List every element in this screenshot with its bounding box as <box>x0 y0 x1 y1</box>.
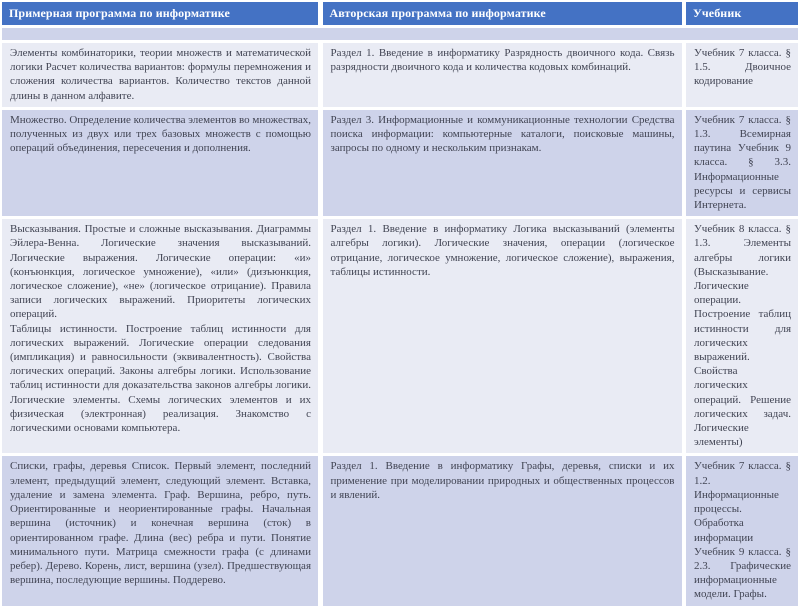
cell-text: Раздел 1. Введение в информатику Разрядность двоичного кода. Связь разрядности двоичного кода и количества кодовых комбинаций. <box>330 47 675 74</box>
cell-text: Раздел 1. Введение в информатику Графы, деревья, списки и их применение при моделировании природных и общественных процессов и явлений. <box>330 460 675 501</box>
header-label-textbook: Учебник <box>693 6 742 20</box>
cell-text: Таблицы истинности. Построение таблиц истинности для логических выражений. Логические операции следования (импликация) и равносильности (эквивалентность). Свойства логических операций. Законы алгебры логики. Использование таблиц истинности для доказательства законов алгебры логики. Логические элементы. Схемы логических элементов и их физическая (электронная) реализация. Знакомство с логическими основами компьютера. <box>10 322 311 435</box>
cell-primary-program <box>2 43 318 107</box>
table-header-row <box>2 2 798 25</box>
cell-primary-program <box>2 110 318 216</box>
cell-text: Высказывания. Простые и сложные высказывания. Диаграммы Эйлера-Венна. Логические значения высказываний. Логические выражения. Логические операции: «и» (конъюнкция, логическое умножение), «или» (дизъюнкция, логическое сложение), «не» (логическое отрицание). Правила записи логических выражений. Приоритеты логических операций. <box>10 223 311 321</box>
table-row <box>2 43 798 107</box>
table-row <box>2 110 798 216</box>
cell-text: Раздел 3. Информационные и коммуникационные технологии Средства поиска информации: компьютерные каталоги, поисковые машины, запросы по одному и нескольким признакам. <box>330 113 675 155</box>
table-row <box>2 456 798 605</box>
cell-author-program <box>323 219 682 453</box>
table-row <box>2 219 798 453</box>
header-cell-primary-program <box>2 2 318 25</box>
header-label-author-program: Авторская программа по информатике <box>329 6 546 20</box>
spacer-row <box>2 28 798 40</box>
cell-text: Учебник 7 класса. § 1.2. Информационные процессы. Обработка информации Учебник 9 класса. § 2.3. Графические информационные модели. Графы. <box>694 460 791 601</box>
cell-textbook <box>686 219 798 453</box>
header-label-primary-program: Примерная программа по информатике <box>9 6 230 20</box>
cell-primary-program <box>2 456 318 605</box>
cell-primary-program <box>2 219 318 453</box>
cell-author-program <box>323 110 682 216</box>
cell-text: Учебник 7 класса. § 1.3. Всемирная паутина Учебник 9 класса. § 3.3. Информационные ресурсы и сервисы Интернета. <box>694 113 791 212</box>
cell-text: Раздел 1. Введение в информатику Логика высказываний (элементы алгебры логики). Логические значения, операции (логическое отрицание, логическое умножение, логическое сложение), выражения, таблицы истинности. <box>330 223 675 278</box>
cell-author-program <box>323 43 682 107</box>
cell-textbook <box>686 456 798 605</box>
cell-text: Элементы комбинаторики, теории множеств и математической логики Расчет количества вариантов: формулы перемножения и сложения количества вариантов. Количество текстов данной длины в данном алфавите. <box>10 47 311 102</box>
cell-text: Списки, графы, деревья Список. Первый элемент, последний элемент, предыдущий элемент, следующий элемент. Вставка, удаление и замена элемента. Граф. Вершина, ребро, путь. Ориентированные и неориентированные графы. Начальная вершина (источник) и конечная вершина (сток) в ориентированном графе. Длина (вес) ребра и пути. Понятие минимального пути. Матрица смежности графа (с длинами ребер). Дерево. Корень, лист, вершина (узел). Предшествующая вершина, последующие вершины. Поддерево. <box>10 460 311 587</box>
header-cell-author-program <box>323 2 682 25</box>
cell-author-program <box>323 456 682 605</box>
cell-textbook <box>686 110 798 216</box>
cell-text: Учебник 7 класса. § 1.5. Двоичное кодирование <box>694 47 791 88</box>
header-cell-textbook <box>686 2 798 25</box>
cell-textbook <box>686 43 798 107</box>
cell-text: Учебник 8 класса. § 1.3. Элементы алгебры логики (Высказывание. Логические операции. Построение таблиц истинности для логических выражений. Свойства логических операций. Решение логических задач. Логические элементы) <box>694 223 791 449</box>
cell-text: Множество. Определение количества элементов во множествах, полученных из двух или трех базовых множеств с помощью операций объединения, пересечения и дополнения. <box>10 113 311 155</box>
